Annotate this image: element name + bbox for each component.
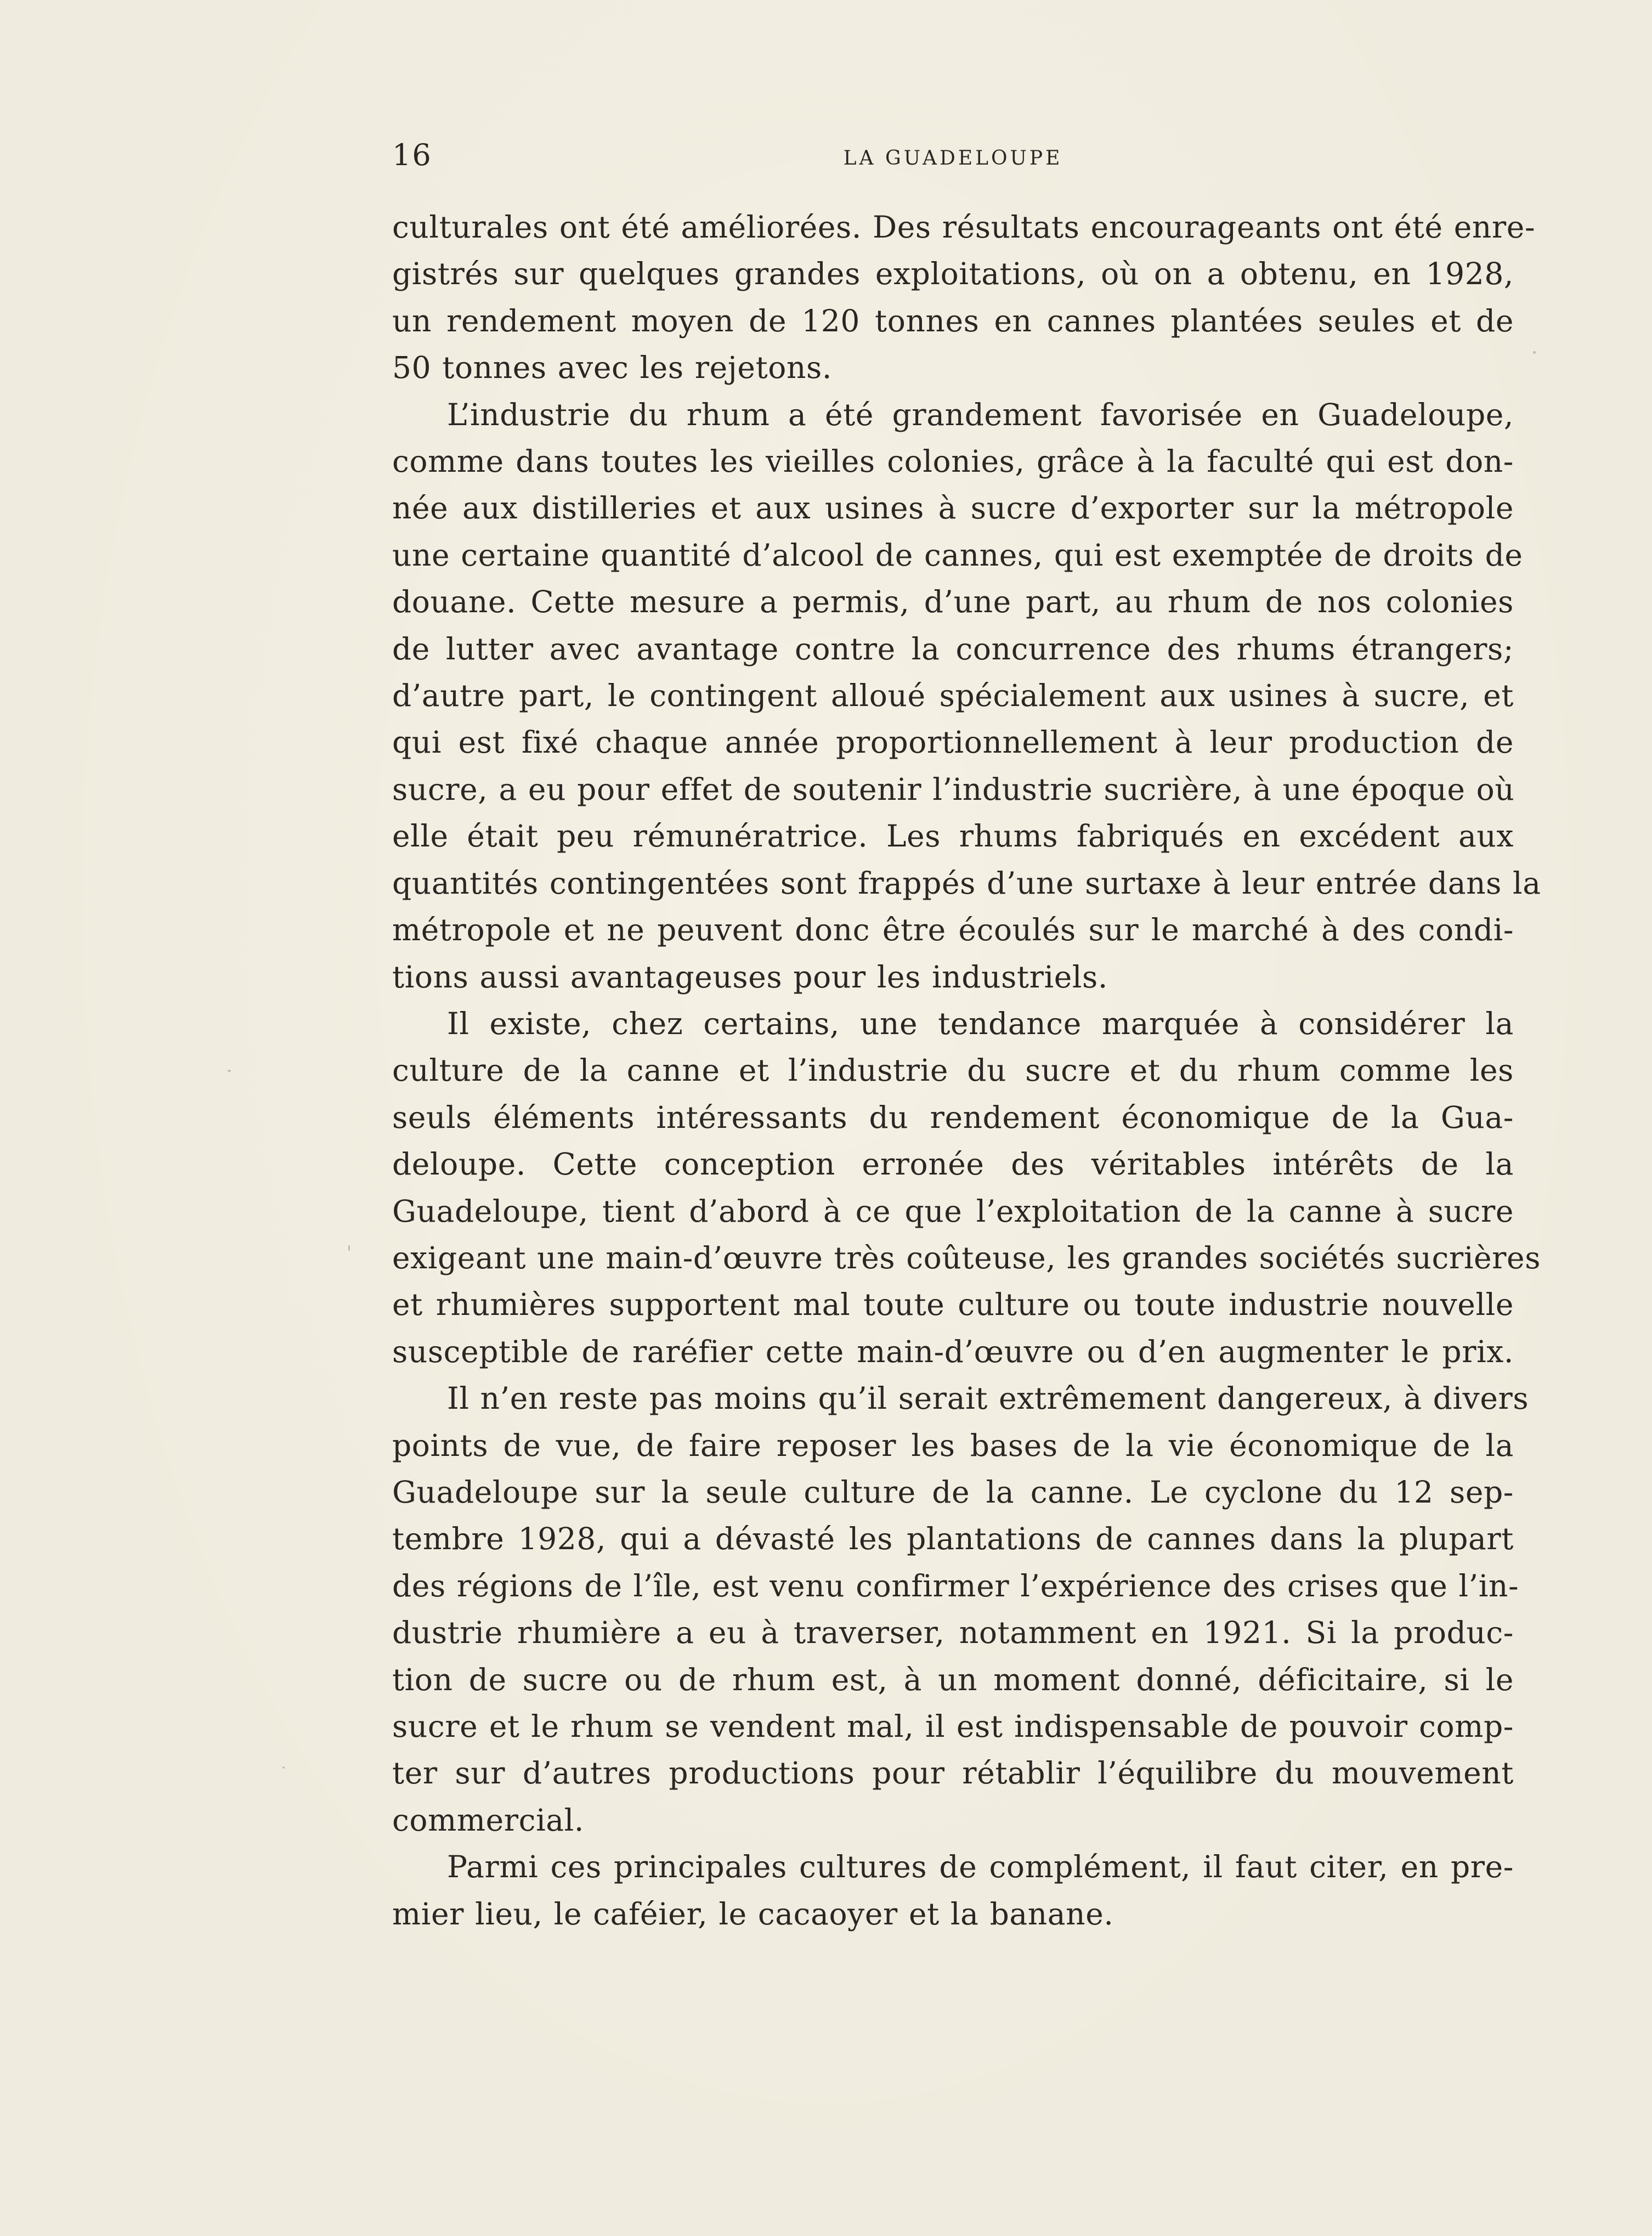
text-line: culture de la canne et l’industrie du sucre et du rhum comme les [392,1053,1514,1088]
text-line: seuls éléments intéressants du rendement économique de la Gua- [392,1099,1514,1135]
text-line: mier lieu, le caféier, le cacaoyer et la banane. [392,1896,1114,1932]
text-line: quantités contingentées sont frappés d’une surtaxe à leur entrée dans la [392,865,1541,901]
text-line: susceptible de raréfier cette main-d’œuvre ou d’en augmenter le prix. [392,1334,1514,1369]
paragraph [392,1844,1514,1938]
text-line: douane. Cette mesure a permis, d’une part, au rhum de nos colonies [392,584,1514,620]
text-line: qui est fixé chaque année proportionnellement à leur production de [392,725,1514,760]
body-text [392,204,1541,1938]
text-line: une certaine quantité d’alcool de cannes, qui est exemptée de droits de [392,537,1523,573]
paper-speck [282,1766,285,1769]
text-line: sucre et le rhum se vendent mal, il est indispensable de pouvoir comp- [392,1709,1514,1744]
text-line: tion de sucre ou de rhum est, à un moment donné, déficitaire, si le [392,1662,1514,1697]
text-line: commercial. [392,1802,584,1838]
paper-speck [228,1070,231,1072]
text-line: un rendement moyen de 120 tonnes en cannes plantées seules et de [392,303,1514,338]
text-line: des régions de l’île, est venu confirmer l’expérience des crises que l’in- [392,1568,1519,1603]
text-line: deloupe. Cette conception erronée des véritables intérêts de la [392,1147,1514,1182]
text-line: tions aussi avantageuses pour les industriels. [392,959,1108,995]
text-line: elle était peu rémunératrice. Les rhums fabriqués en excédent aux [392,818,1514,854]
text-line: et rhumières supportent mal toute culture ou toute industrie nouvelle [392,1287,1514,1323]
paper-speck [1533,351,1536,354]
text-line: métropole et ne peuvent donc être écoulés sur le marché à des condi- [392,912,1514,948]
running-header [392,136,1514,174]
text-line: L’industrie du rhum a été grandement favorisée en Guadeloupe, [447,397,1514,432]
text-line: d’autre part, le contingent alloué spécialement aux usines à sucre, et [392,678,1514,714]
text-line: sucre, a eu pour effet de soutenir l’industrie sucrière, à une époque où [392,771,1515,807]
text-line: tembre 1928, qui a dévasté les plantations de cannes dans la plupart [392,1521,1514,1557]
text-line: ter sur d’autres productions pour rétablir l’équilibre du mouvement [392,1755,1514,1791]
text-line: points de vue, de faire reposer les bases de la vie économique de la [392,1427,1514,1463]
paragraph [392,392,1541,1001]
page-number: 16 [392,138,432,172]
text-line: Parmi ces principales cultures de complément, il faut citer, en pre- [447,1849,1514,1885]
paragraph [392,1375,1529,1844]
text-line: gistrés sur quelques grandes exploitations, où on a obtenu, en 1928, [392,256,1514,292]
text-line: Guadeloupe sur la seule culture de la canne. Le cyclone du 12 sep- [392,1474,1514,1510]
text-line: comme dans toutes les vieilles colonies, grâce à la faculté qui est don- [392,444,1514,479]
text-line: de lutter avec avantage contre la concurrence des rhums étrangers; [392,631,1514,667]
text-line: Il n’en reste pas moins qu’il serait extrêmement dangereux, à divers [447,1381,1529,1416]
text-line: dustrie rhumière a eu à traverser, notamment en 1921. Si la produc- [392,1615,1514,1651]
paragraph [392,1001,1541,1375]
paper-speck [348,1245,350,1251]
text-line: née aux distilleries et aux usines à sucre d’exporter sur la métropole [392,490,1514,526]
running-header-title: LA GUADELOUPE [843,147,1063,170]
text-line: Il existe, chez certains, une tendance marquée à considérer la [447,1006,1514,1041]
text-line: 50 tonnes avec les rejetons. [392,350,832,386]
paragraph [392,204,1536,392]
text-line: Guadeloupe, tient d’abord à ce que l’exploitation de la canne à sucre [392,1193,1514,1229]
text-line: culturales ont été améliorées. Des résultats encourageants ont été enre- [392,210,1536,245]
text-line: exigeant une main-d’œuvre très coûteuse, les grandes sociétés sucrières [392,1240,1541,1275]
